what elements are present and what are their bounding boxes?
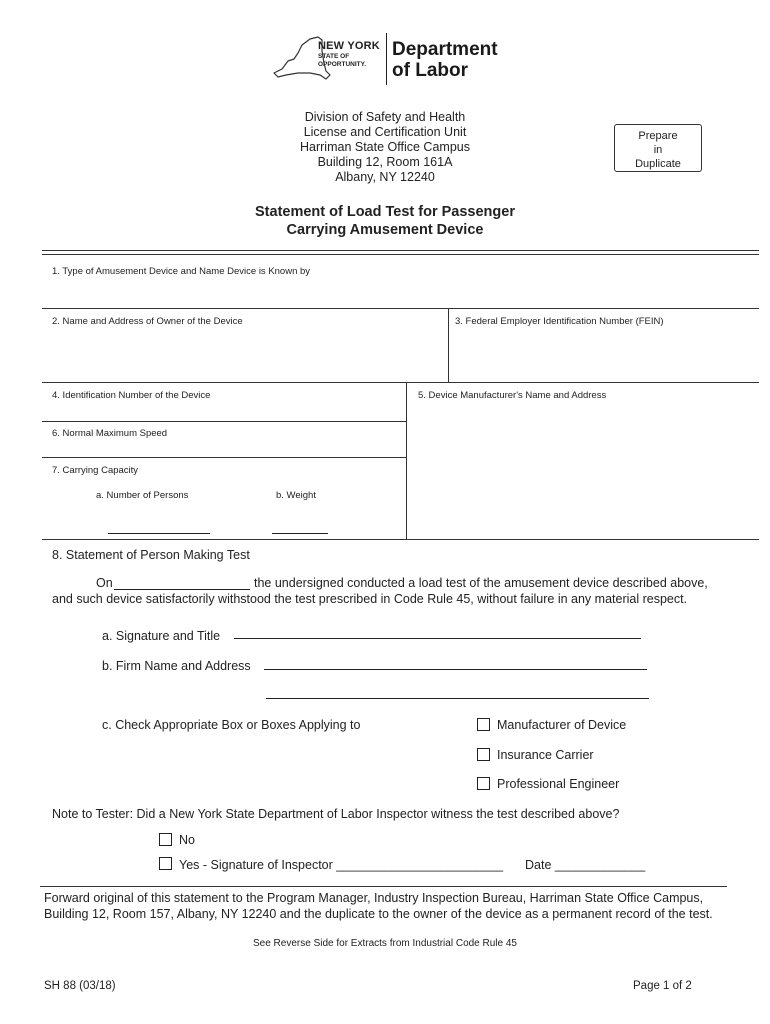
firm-address-line[interactable] [266,698,649,699]
prepare-text: Prepare [638,130,678,142]
logo-dept-line2: of Labor [392,60,468,81]
check-boxes-label: c. Check Appropriate Box or Boxes Applying to [102,718,361,732]
logo-tagline-1: STATE OF [318,53,350,60]
rule-top-2 [42,254,759,255]
forward-instructions-line-1: Forward original of this statement to the Program Manager, Industry Inspection Bureau, Harriman State Office Campus, [44,891,704,905]
insurance-carrier-option-label: Insurance Carrier [497,748,594,762]
persons-input-line[interactable] [108,533,210,534]
yes-signature-label: Yes - Signature of Inspector ________________________ [179,858,504,872]
firm-name-line[interactable] [264,669,647,670]
rule-field-7 [42,539,759,540]
prepare-text: in [653,144,663,156]
field-3-area[interactable] [449,330,759,382]
logo-tagline-2: OPPORTUNITY. [318,61,367,68]
field-2-label: 2. Name and Address of Owner of the Device [52,316,243,327]
page-number: Page 1 of 2 [633,980,692,992]
professional-engineer-checkbox[interactable] [477,777,490,790]
logo-dept-line1: Department [392,39,498,60]
address-line: License and Certification Unit [303,125,467,139]
yes-checkbox[interactable] [159,857,172,870]
statement-line-2: and such device satisfactorily withstood the test prescribed in Code Rule 45, without failure in any material respect. [52,592,688,606]
date-label: Date _____________ [525,858,646,872]
field-6-label: 6. Normal Maximum Speed [52,428,168,439]
prepare-text: Duplicate [635,158,681,170]
field-6-area[interactable] [42,441,404,457]
forward-instructions-line-2: Building 12, Room 157, Albany, NY 12240 and the duplicate to the owner of the device as a permanent record of the test. [44,907,713,921]
logo-state-name: NEW YORK [318,40,380,52]
signature-title-label: a. Signature and Title [102,629,221,643]
form-title [150,203,620,239]
field-1-label: 1. Type of Amusement Device and Name Device is Known by [52,266,311,277]
address-line: Harriman State Office Campus [300,140,470,154]
field-4-area[interactable] [42,403,404,421]
test-date-line[interactable] [114,589,250,590]
on-label: On [96,576,113,590]
firm-name-label: b. Firm Name and Address [102,659,251,673]
divider-4-5 [406,382,407,539]
weight-input-line[interactable] [272,533,328,534]
title-line: Carrying Amusement Device [286,222,484,238]
field-7-label: 7. Carrying Capacity [52,465,139,476]
address-line: Albany, NY 12240 [335,170,435,184]
field-4-label: 4. Identification Number of the Device [52,390,211,401]
statement-line-1: the undersigned conducted a load test of the amusement device described above, [254,576,708,590]
field-7a-label: a. Number of Persons [96,490,189,501]
form-number: SH 88 (03/18) [44,980,116,992]
prepare-in-duplicate-box [614,124,702,172]
note-to-tester: Note to Tester: Did a New York State Department of Labor Inspector witness the test described above? [52,807,620,821]
field-2-area[interactable] [42,330,447,382]
field-5-area[interactable] [408,403,759,539]
reverse-side-note: See Reverse Side for Extracts from Industrial Code Rule 45 [252,938,517,949]
division-address [250,110,520,185]
rule-top-1 [42,250,759,251]
nys-logo [272,31,502,89]
divider-2-3 [448,308,449,382]
manufacturer-option-label: Manufacturer of Device [497,718,627,732]
rule-field-6 [42,457,406,458]
field-1-area[interactable] [42,280,759,308]
footer-rule [40,886,727,887]
field-3-label: 3. Federal Employer Identification Number (FEIN) [455,316,664,327]
no-checkbox[interactable] [159,833,172,846]
rule-field-1 [42,308,759,309]
field-5-label: 5. Device Manufacturer's Name and Address [418,390,607,401]
logo-divider [386,33,387,85]
rule-field-4 [42,421,406,422]
professional-engineer-option-label: Professional Engineer [497,777,620,791]
rule-field-2 [42,382,759,383]
signature-title-line[interactable] [234,638,641,639]
address-line: Building 12, Room 161A [317,155,453,169]
insurance-carrier-checkbox[interactable] [477,748,490,761]
section-8-heading: 8. Statement of Person Making Test [52,548,250,562]
title-line: Statement of Load Test for Passenger [255,204,515,220]
manufacturer-checkbox[interactable] [477,718,490,731]
field-7b-label: b. Weight [276,490,316,501]
address-line: Division of Safety and Health [304,110,466,124]
no-label: No [179,833,195,847]
